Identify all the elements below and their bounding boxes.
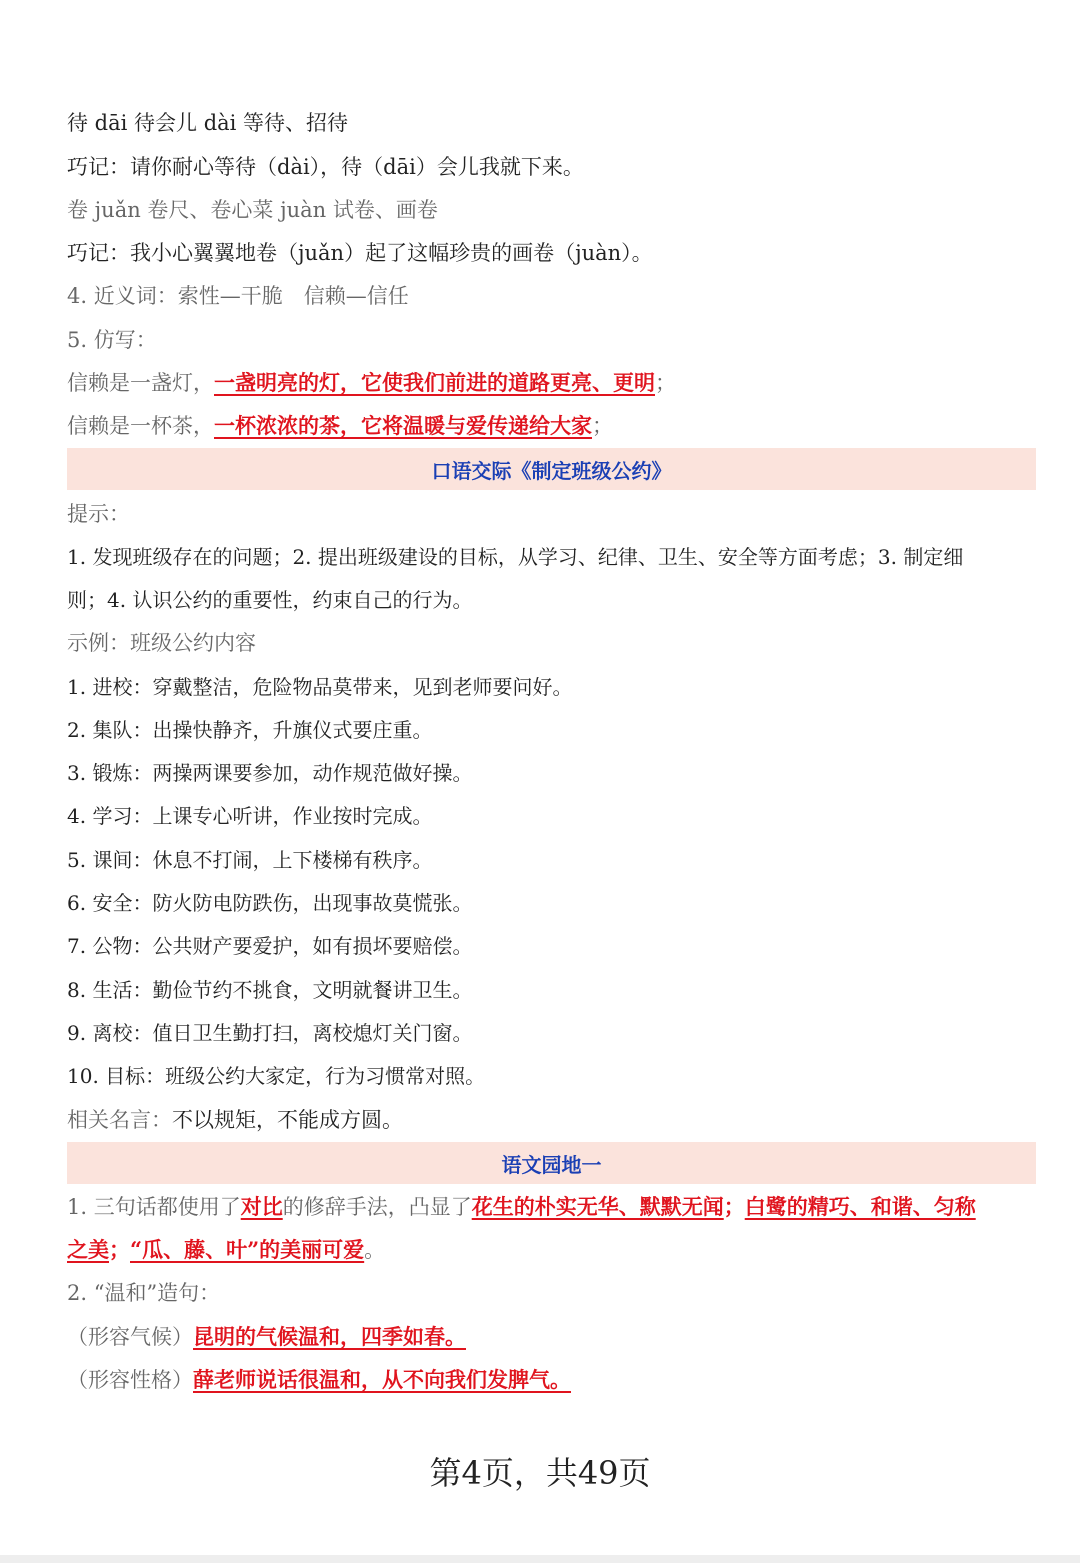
page-number: 第4页，共49页 [429, 1454, 651, 1492]
section-title: 语文园地一 [501, 1152, 602, 1177]
punctuation: ； [655, 371, 676, 395]
punctuation: ； [592, 414, 613, 438]
answer-text: 一杯浓浓的茶，它将温暖与爱传递给大家 [214, 413, 592, 438]
section-title: 口语交际《制定班级公约》 [431, 458, 672, 483]
question-text: 1. 三句话都使用了 [67, 1195, 241, 1219]
quote-text: 不以规矩，不能成方圆。 [172, 1108, 403, 1132]
rule-item: 1. 进校：穿戴整洁，危险物品莫带来，见到老师要问好。 [67, 675, 573, 699]
text-line: 巧记：我小心翼翼地卷（juǎn）起了这幅珍贵的画卷（juàn）。 [67, 241, 653, 265]
section-banner [67, 1142, 1036, 1184]
answer-text: 一盏明亮的灯，它使我们前进的道路更亮、更明 [214, 370, 655, 395]
tips-label: 提示： [67, 502, 130, 526]
answer-text: 白鹭的精巧、和谐、匀称 [744, 1194, 976, 1219]
answer-text: 对比 [240, 1194, 283, 1219]
question-line [67, 1192, 1036, 1222]
punctuation: ； [723, 1194, 745, 1219]
tips-paragraph: 1. 发现班级存在的问题；2. 提出班级建设的目标，从学习、纪律、卫生、安全等方面考虑；3. 制定细 [67, 545, 964, 569]
rule-item: 5. 课间：休息不打闹，上下楼梯有秩序。 [67, 848, 433, 872]
answer-text: 薛老师说话很温和，从不向我们发脾气。 [193, 1367, 571, 1392]
punctuation: ； [109, 1237, 130, 1262]
question-line [67, 1235, 1036, 1265]
rule-item: 9. 离校：值日卫生勤打扫，离校熄灯关门窗。 [67, 1021, 473, 1045]
punctuation: 。 [364, 1238, 386, 1262]
quote-label: 相关名言： [67, 1108, 172, 1132]
text-line: 5. 仿写： [67, 328, 157, 352]
sentence-label: （形容气候） [67, 1325, 193, 1349]
question-line: 2. “温和”造句： [67, 1281, 221, 1305]
tips-paragraph: 则；4. 认识公约的重要性，约束自己的行为。 [67, 588, 473, 612]
answer-text: 昆明的气候温和，四季如春。 [193, 1324, 466, 1349]
rule-item: 3. 锻炼：两操两课要参加，动作规范做好操。 [67, 761, 473, 785]
imitation-line [67, 411, 1036, 441]
answer-text: “瓜、藤、叶”的美丽可爱 [130, 1237, 365, 1262]
rule-item: 8. 生活：勤俭节约不挑食，文明就餐讲卫生。 [67, 978, 473, 1002]
example-label: 示例：班级公约内容 [67, 631, 256, 655]
page-bottom-divider [0, 1555, 1080, 1563]
quote-line [67, 1105, 1036, 1135]
answer-text: 之美 [67, 1237, 109, 1262]
rule-item: 2. 集队：出操快静齐，升旗仪式要庄重。 [67, 718, 433, 742]
rule-item: 4. 学习：上课专心听讲，作业按时完成。 [67, 804, 433, 828]
sentence-line [67, 1322, 1036, 1352]
prompt-text: 信赖是一杯茶， [67, 414, 214, 438]
sentence-line [67, 1365, 1036, 1395]
sentence-label: （形容性格） [67, 1368, 193, 1392]
rule-item: 10. 目标：班级公约大家定，行为习惯常对照。 [67, 1064, 486, 1088]
question-text: 的修辞手法，凸显了 [282, 1195, 472, 1219]
imitation-line [67, 368, 1036, 398]
rule-item: 6. 安全：防火防电防跌伤，出现事故莫慌张。 [67, 891, 473, 915]
answer-text: 花生的朴实无华、默默无闻 [471, 1194, 724, 1219]
prompt-text: 信赖是一盏灯， [67, 371, 214, 395]
text-line: 卷 juǎn 卷尺、卷心菜 juàn 试卷、画卷 [67, 198, 438, 222]
text-line: 待 dāi 待会儿 dài 等待、招待 [67, 111, 349, 135]
rule-item: 7. 公物：公共财产要爱护，如有损坏要赔偿。 [67, 934, 473, 958]
text-line: 巧记：请你耐心等待（dài），待（dāi）会儿我就下来。 [67, 155, 584, 179]
text-line: 4. 近义词：索性—干脆 信赖—信任 [67, 284, 409, 308]
section-banner [67, 448, 1036, 490]
